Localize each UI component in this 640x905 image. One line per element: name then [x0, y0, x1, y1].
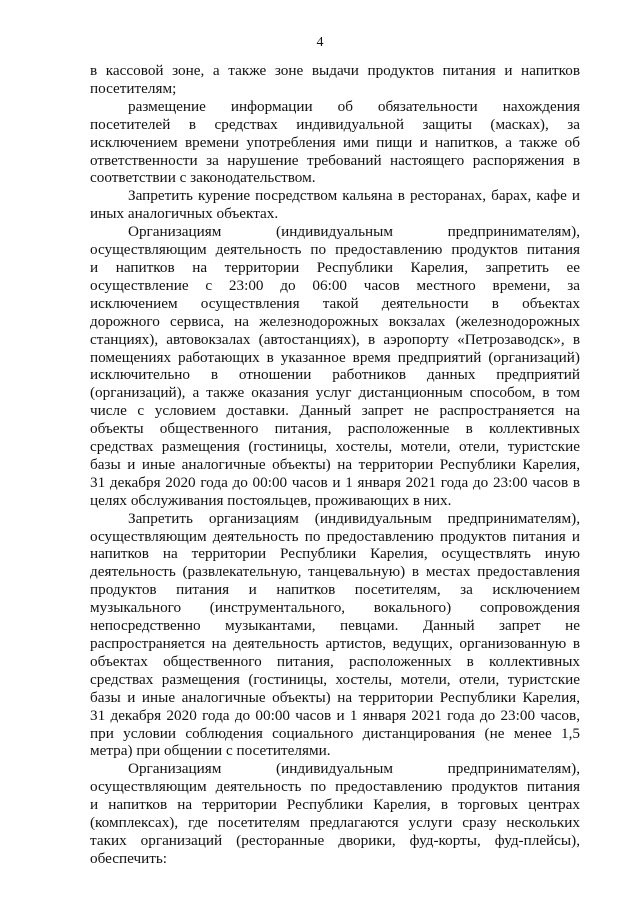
text-line: числе с условием доставки. Данный запрет не распространяется на: [90, 402, 580, 420]
text-line: Запретить организациям (индивидуальным предпринимателям),: [128, 509, 580, 527]
text-line: исключением времени употребления ими пищи и напитков, а также об: [90, 133, 580, 151]
text-line: обеспечить:: [90, 849, 168, 867]
paragraph: [90, 98, 580, 188]
paragraph: [90, 187, 580, 223]
text-line: напитков на территории Республики Карелия, осуществлять иную: [90, 545, 580, 563]
text-line: осуществляющим деятельность по предоставлению продуктов питания: [90, 778, 580, 796]
page-number: 4: [316, 35, 324, 50]
text-line: исключительно в отношении работников данных предприятий: [90, 366, 580, 384]
text-line: в кассовой зоне, а также зоне выдачи продуктов питания и напитков: [90, 62, 580, 79]
text-line: Организациям (индивидуальным предпринимателям),: [128, 223, 580, 241]
text-line: Организациям (индивидуальным предпринимателям),: [128, 760, 580, 778]
document-body: [90, 62, 580, 868]
text-line: непосредственно музыкантами, певцами. Данный запрет не: [90, 617, 580, 635]
text-line: 31 декабря 2020 года до 00:00 часов и 1 января 2021 года до 23:00 часов,: [90, 706, 580, 724]
text-line: (комплексах), где посетителям предлагаются услуги сразу нескольких: [90, 814, 580, 832]
paragraph: [90, 510, 580, 761]
text-line: 31 декабря 2020 года до 00:00 часов и 1 января 2021 года до 23:00 часов в: [90, 473, 580, 491]
text-line: деятельность (развлекательную, танцевальную) в местах предоставления: [90, 563, 580, 581]
text-line: музыкального (инструментального, вокального) сопровождения: [90, 599, 580, 617]
text-line: размещение информации об обязательности нахождения: [128, 97, 580, 115]
text-line: метра) при общении с посетителями.: [90, 742, 331, 760]
paragraph: [90, 760, 580, 867]
text-line: помещениях работающих в указанное время предприятий (организаций): [90, 348, 580, 366]
text-line: и напитков на территории Республики Карелия, в торговых центрах: [90, 796, 580, 814]
text-line: соответствии с законодательством.: [90, 169, 316, 187]
text-line: ответственности за нарушение требований настоящего распоряжения в: [90, 151, 580, 169]
text-line: базы и иные аналогичные объекты) на территории Республики Карелия,: [90, 688, 580, 706]
text-line: объекты общественного питания, расположенные в коллективных: [90, 420, 580, 438]
text-line: станциях), автовокзалах (автостанциях), в аэропорту «Петрозаводск», в: [90, 330, 580, 348]
text-line: дорожного сервиса, на железнодорожных вокзалах (железнодорожных: [90, 312, 580, 330]
paragraph: [90, 223, 580, 510]
text-line: (организаций), а также оказания услуг дистанционным способом, в том: [90, 384, 580, 402]
text-line: при условии соблюдения социального дистанцирования (не менее 1,5: [90, 724, 580, 742]
text-line: иных аналогичных объектах.: [90, 205, 279, 223]
paragraph: [90, 62, 580, 98]
text-line: продуктов питания и напитков посетителям, за исключением: [90, 581, 580, 599]
text-line: осуществление с 23:00 до 06:00 часов местного времени, за: [90, 276, 580, 294]
text-line: средствах размещения (гостиницы, хостелы, мотели, отели, туристские: [90, 438, 580, 456]
text-line: объектах общественного питания, расположенных в коллективных: [90, 652, 580, 670]
text-line: осуществляющим деятельность по предоставлению продуктов питания и: [90, 527, 580, 545]
text-line: осуществляющим деятельность по предоставлению продуктов питания: [90, 241, 580, 259]
text-line: целях обслуживания постояльцев, проживающих в них.: [90, 491, 452, 509]
text-line: Запретить курение посредством кальяна в ресторанах, барах, кафе и: [128, 187, 580, 205]
text-line: и напитков на территории Республики Карелия, запретить ее: [90, 258, 580, 276]
text-line: исключением осуществления такой деятельности в объектах: [90, 294, 580, 312]
text-line: посетителям;: [90, 79, 177, 97]
text-line: базы и иные аналогичные объекты) на территории Республики Карелия,: [90, 455, 580, 473]
text-line: средствах размещения (гостиницы, хостелы, мотели, отели, туристские: [90, 670, 580, 688]
text-line: посетителей в средствах индивидуальной защиты (масках), за: [90, 115, 580, 133]
text-line: распространяется на деятельность артистов, ведущих, организованную в: [90, 635, 580, 652]
text-line: таких организаций (ресторанные дворики, фуд-корты, фуд-плейсы),: [90, 831, 580, 849]
